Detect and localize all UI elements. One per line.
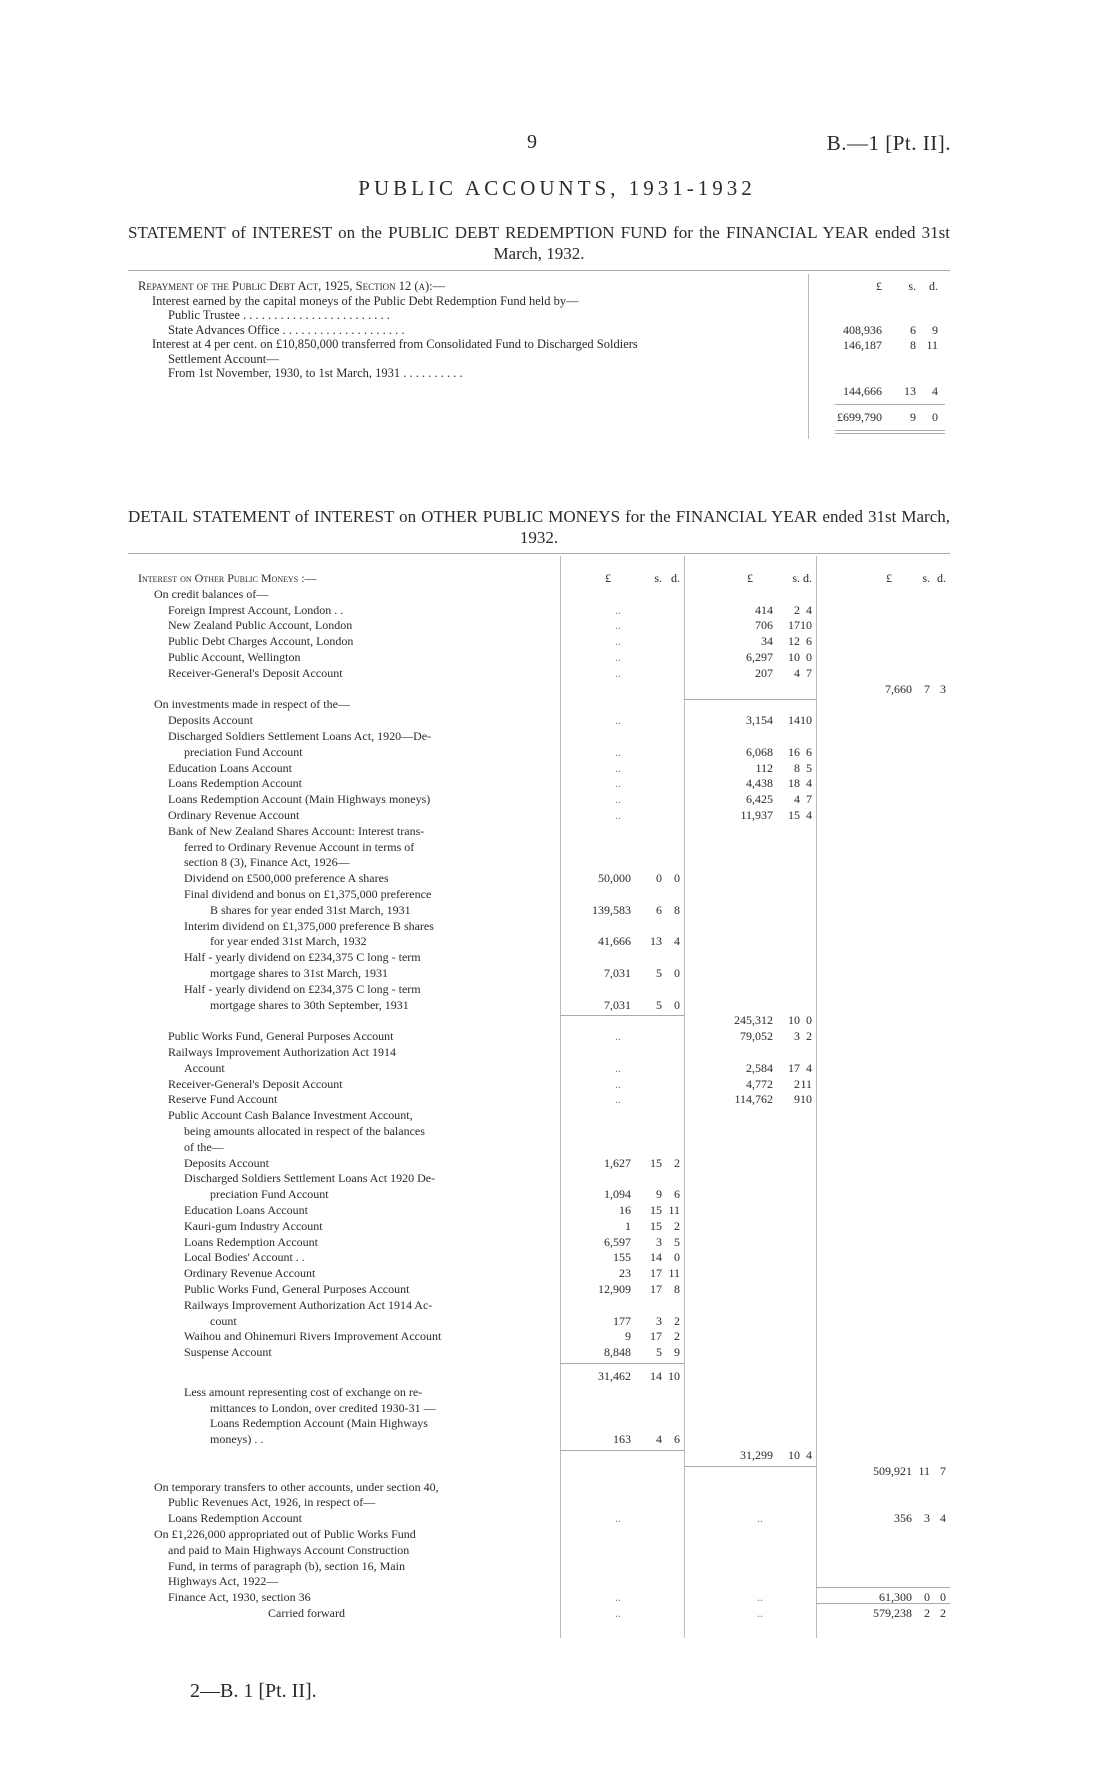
s2-row-label: Ordinary Revenue Account xyxy=(168,808,300,822)
s2-row-label: Public Account Cash Balance Investment Account, xyxy=(168,1108,413,1123)
s1-total-pounds: £699,790 xyxy=(837,410,882,424)
s2-col2-pounds: 4,438 xyxy=(746,776,773,791)
s2-col1-dots: .. xyxy=(615,776,621,791)
s2-col2-pence: 0 xyxy=(806,650,812,664)
statement2-heading: DETAIL STATEMENT of INTEREST on OTHER PUBLIC MONEYS for the FINANCIAL YEAR ended 31st March, 1932. xyxy=(128,507,950,547)
s2-col1-pence: 4 xyxy=(674,934,680,949)
s2-col2-pounds: 2,584 xyxy=(746,1060,773,1075)
s2-row-label: Final dividend and bonus on £1,375,000 preference xyxy=(184,887,432,901)
s2-col1-pounds: 41,666 xyxy=(598,934,631,949)
s2-col1-pence: 11 xyxy=(668,1203,680,1217)
s1-line: State Advances Office . . . . . . . . . . . . . . . . . . . . xyxy=(168,322,405,337)
s2-col1-pounds: 163 xyxy=(613,1432,631,1447)
s2-col3-pence: 3 xyxy=(940,681,946,696)
s2-col2-shillings: 10 xyxy=(788,1013,800,1028)
s2-row-label: Suspense Account xyxy=(184,1345,272,1360)
s2-col1-pounds: 50,000 xyxy=(598,871,631,886)
s1-amount-shillings: 8 xyxy=(910,337,916,352)
s2-col2-pounds: 114,762 xyxy=(734,1092,773,1107)
s2-col1-dots: .. xyxy=(615,1092,621,1107)
s2-col1-dots: .. xyxy=(615,760,621,775)
s2-col2-pounds: 207 xyxy=(755,665,773,680)
s2-col1-pounds: 177 xyxy=(613,1313,631,1328)
s2-row-label: Public Debt Charges Account, London xyxy=(168,634,354,649)
s2-col1-shillings: 13 xyxy=(650,934,662,949)
s2-row-label: mortgage shares to 30th September, 1931 xyxy=(210,997,409,1012)
s2-col2-shillings: 12 xyxy=(788,634,800,649)
s1-total-rule-1 xyxy=(835,430,945,431)
s2-row-label: Public Revenues Act, 1926, in respect of— xyxy=(168,1495,376,1510)
s2-row-label: preciation Fund Account xyxy=(210,1187,329,1202)
s2-col1-dots: .. xyxy=(615,1076,621,1091)
s2-col1-pence: 11 xyxy=(668,1266,680,1281)
s2-row-label: Deposits Account xyxy=(168,713,253,728)
s2-row-label: being amounts allocated in respect of the balances xyxy=(184,1124,425,1138)
s2-col1-shillings: 0 xyxy=(656,871,662,886)
s2-col1-pence: 0 xyxy=(674,871,680,886)
s2-row-label: Public Works Fund, General Purposes Account xyxy=(184,1282,410,1296)
s2-col2-pence: 10 xyxy=(800,618,812,633)
s2-col1-pence: 5 xyxy=(674,1234,680,1249)
s2-head-c3-pence: d. xyxy=(937,571,946,585)
s2-col2-shillings: 4 xyxy=(794,792,800,807)
s2-col1-pounds: 31,462 xyxy=(598,1369,631,1383)
s2-col2-shillings: 17 xyxy=(788,1060,800,1075)
s2-row-label: New Zealand Public Account, London xyxy=(168,618,353,633)
s2-col1-shillings: 17 xyxy=(650,1282,662,1296)
s2-col1-pounds: 6,597 xyxy=(604,1234,631,1249)
s2-col2-pence: 4 xyxy=(806,1448,812,1462)
s1-line: Settlement Account— xyxy=(168,351,279,366)
s2-head-c2-shillings: s. xyxy=(792,571,800,585)
s2-row-label: Fund, in terms of paragraph (b), section 16, Main xyxy=(168,1558,405,1573)
s1-head-shillings: s. xyxy=(908,279,916,293)
s2-row-label: On investments made in respect of the— xyxy=(154,697,350,712)
s2-row-label: On temporary transfers to other accounts, under section 40, xyxy=(154,1479,439,1494)
s2-col1-shillings: 9 xyxy=(656,1187,662,1202)
s2-row-label: Receiver-General's Deposit Account xyxy=(168,1076,343,1091)
s1-amount-shillings: 6 xyxy=(910,323,916,337)
s2-col1-pounds: 8,848 xyxy=(604,1345,631,1360)
s2-col2-pence: 6 xyxy=(806,744,812,759)
s1-head-pence: d. xyxy=(929,279,938,293)
s1-amount-pence: 11 xyxy=(926,337,938,352)
s2-col1-dots: .. xyxy=(615,634,621,649)
s2-col1-pounds: 9 xyxy=(625,1329,631,1344)
s2-row-label: of the— xyxy=(184,1139,224,1154)
s2-col1-pence: 2 xyxy=(674,1329,680,1344)
s2-col1-pence: 8 xyxy=(674,902,680,917)
s2-col1-dots: .. xyxy=(615,1606,621,1620)
s2-col1-pence: 2 xyxy=(674,1155,680,1170)
s2-row-label: count xyxy=(210,1313,237,1328)
s2-col1-shillings: 17 xyxy=(650,1266,662,1281)
s2-head-c1-pounds: £ xyxy=(605,571,611,585)
s2-col1-pounds: 23 xyxy=(619,1266,631,1281)
s2-row-label: Discharged Soldiers Settlement Loans Act 1920 De- xyxy=(184,1171,436,1186)
s2-col2-dots: .. xyxy=(757,1590,763,1605)
s2-col1-pence: 2 xyxy=(674,1218,680,1233)
s2-rule-col2 xyxy=(684,1466,816,1467)
s1-total-pence: 0 xyxy=(932,410,938,424)
s2-col1-shillings: 4 xyxy=(656,1432,662,1447)
s1-amount-pence: 9 xyxy=(932,323,938,337)
s2-row-label: Half - yearly dividend on £234,375 C long - term xyxy=(184,950,421,965)
s2-col3-pounds: 356 xyxy=(894,1511,912,1526)
s2-col2-shillings: 4 xyxy=(794,665,800,680)
s2-col1-pounds: 1,094 xyxy=(604,1187,631,1202)
s2-col2-shillings: 17 xyxy=(788,618,800,633)
s2-row-label: Deposits Account xyxy=(184,1155,269,1170)
s2-col1-pence: 0 xyxy=(674,1250,680,1265)
s2-col1-dots: .. xyxy=(615,713,621,728)
s2-col2-dots: .. xyxy=(757,1511,763,1526)
s2-row-label: Loans Redemption Account xyxy=(168,1511,302,1526)
s2-head-c1-shillings: s. xyxy=(654,571,662,585)
s2-rule-col1 xyxy=(560,1015,684,1016)
s2-col2-pence: 4 xyxy=(806,808,812,822)
s2-col1-shillings: 14 xyxy=(650,1369,662,1383)
s2-col1-pounds: 16 xyxy=(619,1203,631,1217)
s2-row-label: On £1,226,000 appropriated out of Public Works Fund xyxy=(154,1527,416,1541)
s2-col1-shillings: 6 xyxy=(656,902,662,917)
s2-col2-pounds: 34 xyxy=(761,634,773,649)
statement1-column-rule xyxy=(808,274,809,439)
s2-col2-pounds: 112 xyxy=(755,760,773,775)
s2-row-label: Finance Act, 1930, section 36 xyxy=(168,1590,311,1605)
s2-row-label: Foreign Imprest Account, London . . xyxy=(168,602,344,617)
s2-row-label: Half - yearly dividend on £234,375 C long - term xyxy=(184,981,421,996)
s2-rule-col1 xyxy=(560,1363,684,1364)
s2-col3-shillings: 0 xyxy=(924,1590,930,1605)
s2-col1-pence: 6 xyxy=(674,1432,680,1447)
statement1-heading: STATEMENT of INTEREST on the PUBLIC DEBT REDEMPTION FUND for the FINANCIAL YEAR ended 31st March, 1932. xyxy=(128,223,950,263)
s2-col2-shillings: 15 xyxy=(788,808,800,822)
s2-row-label: Less amount representing cost of exchange on re- xyxy=(184,1384,423,1399)
s1-amount-pounds: 408,936 xyxy=(843,323,882,337)
statement1-top-rule xyxy=(128,270,950,271)
s1-subtotal-rule xyxy=(835,404,945,405)
s2-col1-dots: .. xyxy=(615,808,621,822)
s2-col1-pence: 0 xyxy=(674,966,680,980)
s2-col3-shillings: 2 xyxy=(924,1606,930,1620)
s2-col2-pence: 2 xyxy=(806,1029,812,1044)
s2-row-label: mittances to London, over credited 1930-31 — xyxy=(210,1400,436,1415)
s2-row-label: Public Works Fund, General Purposes Account xyxy=(168,1029,394,1044)
s2-row-label: Education Loans Account xyxy=(184,1203,308,1217)
document-reference: B.—1 [Pt. II]. xyxy=(826,131,951,155)
s2-col1-dots: .. xyxy=(615,665,621,680)
s2-row-label: mortgage shares to 31st March, 1931 xyxy=(210,966,388,980)
s2-col1-shillings: 15 xyxy=(650,1203,662,1217)
s2-row-label: preciation Fund Account xyxy=(184,744,303,759)
s2-col2-pence: 10 xyxy=(800,1092,812,1107)
s2-col2-pounds: 245,312 xyxy=(734,1013,773,1028)
s2-row-label: B shares for year ended 31st March, 1931 xyxy=(210,902,411,917)
s2-col3-pounds: 7,660 xyxy=(885,681,912,696)
s2-rule-col3 xyxy=(816,1587,950,1588)
s2-col1-pence: 6 xyxy=(674,1187,680,1202)
s2-col1-shillings: 14 xyxy=(650,1250,662,1265)
s2-col1-shillings: 15 xyxy=(650,1218,662,1233)
s2-col2-shillings: 8 xyxy=(794,760,800,775)
s2-rule-col1 xyxy=(560,1450,684,1451)
s2-rule-col2 xyxy=(684,699,816,700)
s2-col2-shillings: 16 xyxy=(788,744,800,759)
s2-col1-pence: 9 xyxy=(674,1345,680,1360)
s2-col3-pence: 7 xyxy=(940,1463,946,1478)
s2-col2-shillings: 10 xyxy=(788,1448,800,1462)
s2-row-label: Waihou and Ohinemuri Rivers Improvement Account xyxy=(184,1329,442,1344)
page-number: 9 xyxy=(527,131,537,153)
s2-row-label: Carried forward xyxy=(268,1606,345,1620)
statement2-top-rule xyxy=(128,553,950,554)
page-title: PUBLIC ACCOUNTS, 1931-1932 xyxy=(358,176,756,200)
s2-col2-pence: 4 xyxy=(806,602,812,617)
s2-row-label: Dividend on £500,000 preference A shares xyxy=(184,871,389,886)
s2-row-label: moneys) . . xyxy=(210,1432,264,1447)
s2-col1-pence: 0 xyxy=(674,997,680,1012)
s2-col2-pence: 10 xyxy=(800,713,812,728)
s2-head-c3-shillings: s. xyxy=(922,571,930,585)
s2-col1-pence: 10 xyxy=(668,1369,680,1383)
s2-col2-shillings: 14 xyxy=(788,713,800,728)
s2-head-c2-pence: d. xyxy=(803,571,812,585)
s2-row-label: Education Loans Account xyxy=(168,760,292,775)
s2-row-label: Kauri-gum Industry Account xyxy=(184,1218,323,1233)
s2-col2-pounds: 414 xyxy=(755,602,773,617)
s2-row-label: Interest on Other Public Moneys :— xyxy=(138,571,317,585)
s2-row-label: Loans Redemption Account (Main Highways moneys) xyxy=(168,792,431,807)
s2-col3-pence: 2 xyxy=(940,1606,946,1620)
s2-col1-pounds: 7,031 xyxy=(604,966,631,980)
s2-col2-pounds: 11,937 xyxy=(740,808,773,822)
s2-col1-dots: .. xyxy=(615,1590,621,1605)
s2-row-label: Interim dividend on £1,375,000 preference B shares xyxy=(184,918,434,933)
s2-row-label: Bank of New Zealand Shares Account: Interest trans- xyxy=(168,823,425,838)
s2-col2-pence: 6 xyxy=(806,634,812,649)
s1-amount-shillings: 13 xyxy=(904,384,916,398)
s2-col2-pounds: 6,068 xyxy=(746,744,773,759)
s2-col1-shillings: 5 xyxy=(656,997,662,1012)
s2-col3-pounds: 509,921 xyxy=(873,1463,912,1478)
s2-col1-shillings: 3 xyxy=(656,1313,662,1328)
s2-col1-pounds: 1 xyxy=(625,1218,631,1233)
s2-row-label: Loans Redemption Account xyxy=(168,776,302,791)
s2-col1-shillings: 5 xyxy=(656,1345,662,1360)
s1-amount-pence: 4 xyxy=(932,384,938,398)
s2-row-label: Loans Redemption Account xyxy=(184,1234,318,1249)
s2-col2-pence: 4 xyxy=(806,776,812,791)
s2-col1-dots: .. xyxy=(615,618,621,633)
s2-row-label: Highways Act, 1922— xyxy=(168,1574,279,1589)
s2-col2-shillings: 2 xyxy=(794,602,800,617)
s2-col1-pounds: 139,583 xyxy=(592,902,631,917)
s1-line: Public Trustee . . . . . . . . . . . . . . . . . . . . . . . . xyxy=(168,308,390,322)
s2-head-c2-pounds: £ xyxy=(747,571,753,585)
s2-col1-dots: .. xyxy=(615,1060,621,1075)
s2-col2-pence: 5 xyxy=(806,760,812,775)
s2-col2-pence: 0 xyxy=(806,1013,812,1028)
s2-col1-shillings: 5 xyxy=(656,966,662,980)
s2-row-label: On credit balances of— xyxy=(154,586,269,601)
s2-col1-dots: .. xyxy=(615,1029,621,1044)
s2-col3-shillings: 11 xyxy=(918,1463,930,1478)
s2-col2-pence: 11 xyxy=(800,1076,812,1091)
s2-col2-pounds: 31,299 xyxy=(740,1448,773,1462)
s2-col3-pounds: 579,238 xyxy=(873,1606,912,1620)
s2-col1-pounds: 155 xyxy=(613,1250,631,1265)
s2-col2-shillings: 10 xyxy=(788,650,800,664)
s2-row-label: Receiver-General's Deposit Account xyxy=(168,665,343,680)
s2-head-c3-pounds: £ xyxy=(886,571,892,585)
s2-col1-pounds: 12,909 xyxy=(598,1282,631,1296)
s2-col2-pounds: 706 xyxy=(755,618,773,633)
s2-col1-pence: 2 xyxy=(674,1313,680,1328)
s2-col2-shillings: 18 xyxy=(788,776,800,791)
s2-col2-pounds: 79,052 xyxy=(740,1029,773,1044)
statement2-column-rule-2 xyxy=(684,556,685,1638)
s2-col3-pence: 4 xyxy=(940,1511,946,1526)
s1-line: Interest earned by the capital moneys of the Public Debt Redemption Fund held by— xyxy=(152,293,579,308)
s2-col2-pounds: 4,772 xyxy=(746,1076,773,1091)
s2-col2-shillings: 9 xyxy=(794,1092,800,1107)
s2-col2-pence: 7 xyxy=(806,792,812,807)
s2-col1-shillings: 3 xyxy=(656,1234,662,1249)
s1-amount-pounds: 146,187 xyxy=(843,337,882,352)
s2-col1-pounds: 7,031 xyxy=(604,997,631,1012)
s1-line: Repayment of the Public Debt Act, 1925, Section 12 (a):— xyxy=(138,279,446,293)
s2-row-label: section 8 (3), Finance Act, 1926— xyxy=(184,855,350,870)
s2-row-label: Ordinary Revenue Account xyxy=(184,1266,316,1281)
s2-row-label: ferred to Ordinary Revenue Account in terms of xyxy=(184,839,415,854)
s2-row-label: Reserve Fund Account xyxy=(168,1092,278,1107)
s2-col1-shillings: 15 xyxy=(650,1155,662,1170)
s2-row-label: and paid to Main Highways Account Construction xyxy=(168,1542,410,1557)
s2-col1-shillings: 17 xyxy=(650,1329,662,1344)
s2-row-label: Local Bodies' Account . . xyxy=(184,1250,305,1265)
s1-head-pounds: £ xyxy=(876,279,882,293)
s2-col3-pounds: 61,300 xyxy=(879,1590,912,1605)
s2-row-label: Public Account, Wellington xyxy=(168,650,301,664)
s2-row-label: Loans Redemption Account (Main Highways xyxy=(210,1416,428,1431)
s2-row-label: Account xyxy=(184,1060,225,1075)
s2-col2-pounds: 3,154 xyxy=(746,713,773,728)
s2-row-label: for year ended 31st March, 1932 xyxy=(210,934,367,949)
s2-head-c1-pence: d. xyxy=(671,571,680,585)
s1-total-rule-2 xyxy=(835,433,945,434)
statement2-column-rule-3 xyxy=(816,556,817,1638)
s2-rule-col3 xyxy=(816,1603,950,1604)
s2-col2-pounds: 6,425 xyxy=(746,792,773,807)
s2-col1-dots: .. xyxy=(615,602,621,617)
s2-row-label: Railways Improvement Authorization Act 1914 Ac- xyxy=(184,1297,433,1312)
statement2-column-rule-1 xyxy=(560,556,561,1638)
s2-col1-dots: .. xyxy=(615,1511,621,1526)
s2-col1-pounds: 1,627 xyxy=(604,1155,631,1170)
s2-row-label: Discharged Soldiers Settlement Loans Act, 1920—De- xyxy=(168,729,432,743)
s2-col2-shillings: 3 xyxy=(794,1029,800,1044)
s2-col1-dots: .. xyxy=(615,792,621,807)
s2-col2-dots: .. xyxy=(757,1606,763,1620)
s2-col2-pence: 4 xyxy=(806,1060,812,1075)
s2-col2-pence: 7 xyxy=(806,665,812,680)
s2-col1-dots: .. xyxy=(615,650,621,664)
s1-line: Interest at 4 per cent. on £10,850,000 transferred from Consolidated Fund to Discharged Soldiers xyxy=(152,337,638,351)
s2-col1-pence: 8 xyxy=(674,1282,680,1296)
s1-amount-pounds: 144,666 xyxy=(843,384,882,398)
s2-col2-pounds: 6,297 xyxy=(746,650,773,664)
page-footer: 2—B. 1 [Pt. II]. xyxy=(190,1680,317,1702)
s2-row-label: Railways Improvement Authorization Act 1914 xyxy=(168,1045,396,1059)
s2-col1-dots: .. xyxy=(615,744,621,759)
s1-line: From 1st November, 1930, to 1st March, 1931 . . . . . . . . . . xyxy=(168,366,463,380)
s2-col3-shillings: 7 xyxy=(924,681,930,696)
s2-col3-shillings: 3 xyxy=(924,1511,930,1526)
s2-col2-shillings: 2 xyxy=(794,1076,800,1091)
s1-total-shillings: 9 xyxy=(910,410,916,424)
s2-col3-pence: 0 xyxy=(940,1590,946,1605)
